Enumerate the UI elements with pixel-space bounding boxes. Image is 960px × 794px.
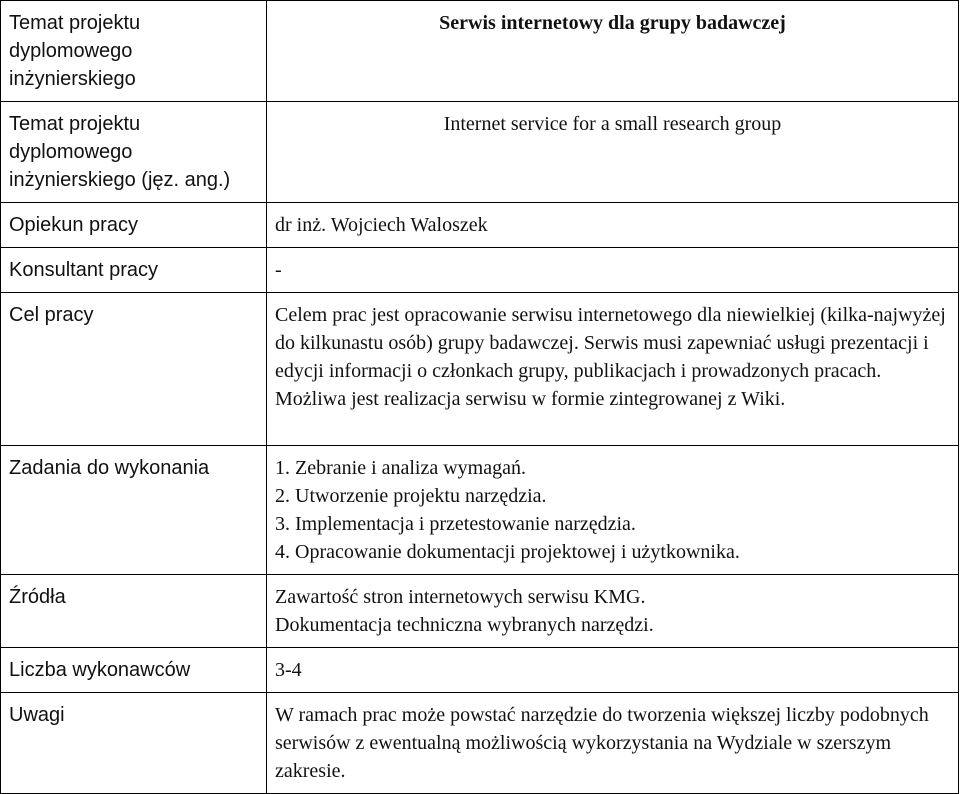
goal-value: Celem prac jest opracowanie serwisu internetowego dla niewielkiej (kilka-najwyżej do kilkunastu osób) grupy badawczej. Serwis musi zapewniać usługi prezentacji i edycji informacji o członkach grupy, publikacjach i prowadzonych pracach. Możliwa jest realizacja serwisu w formie zintegrowanej z Wiki. (267, 293, 959, 446)
row-notes (1, 693, 959, 794)
topic-en-label: Temat projektu dyplomowego inżynierskiego (jęz. ang.) (1, 102, 267, 203)
supervisor-value: dr inż. Wojciech Waloszek (267, 203, 959, 248)
row-consultant (1, 248, 959, 293)
team-size-label: Liczba wykonawców (1, 648, 267, 693)
row-sources (1, 575, 959, 648)
consultant-value: - (267, 248, 959, 293)
source-item: Zawartość stron internetowych serwisu KMG. (275, 586, 646, 608)
notes-value: W ramach prac może powstać narzędzie do tworzenia większej liczby podobnych serwisów z ewentualną możliwością wykorzystania na Wydziale w szerszym zakresie. (267, 693, 959, 794)
goal-label: Cel pracy (1, 293, 267, 446)
tasks-label: Zadania do wykonania (1, 446, 267, 575)
sources-label: Źródła (1, 575, 267, 648)
team-size-value: 3-4 (267, 648, 959, 693)
task-item: 2. Utworzenie projektu narzędzia. (275, 485, 547, 507)
row-goal (1, 293, 959, 446)
row-tasks (1, 446, 959, 575)
topic-en-value: Internet service for a small research group (267, 102, 959, 203)
tasks-list (267, 446, 959, 575)
supervisor-label: Opiekun pracy (1, 203, 267, 248)
consultant-label: Konsultant pracy (1, 248, 267, 293)
source-item: Dokumentacja techniczna wybranych narzędzi. (275, 614, 654, 636)
task-item: 3. Implementacja i przetestowanie narzędzia. (275, 513, 636, 535)
task-item: 4. Opracowanie dokumentacji projektowej i użytkownika. (275, 541, 740, 563)
row-topic-en (1, 102, 959, 203)
task-item: 1. Zebranie i analiza wymagań. (275, 457, 526, 479)
row-team-size (1, 648, 959, 693)
notes-label: Uwagi (1, 693, 267, 794)
row-supervisor (1, 203, 959, 248)
row-topic-pl (1, 1, 959, 102)
topic-pl-value: Serwis internetowy dla grupy badawczej (267, 1, 959, 102)
sources-list (267, 575, 959, 648)
topic-pl-label: Temat projektu dyplomowego inżynierskiego (1, 1, 267, 102)
